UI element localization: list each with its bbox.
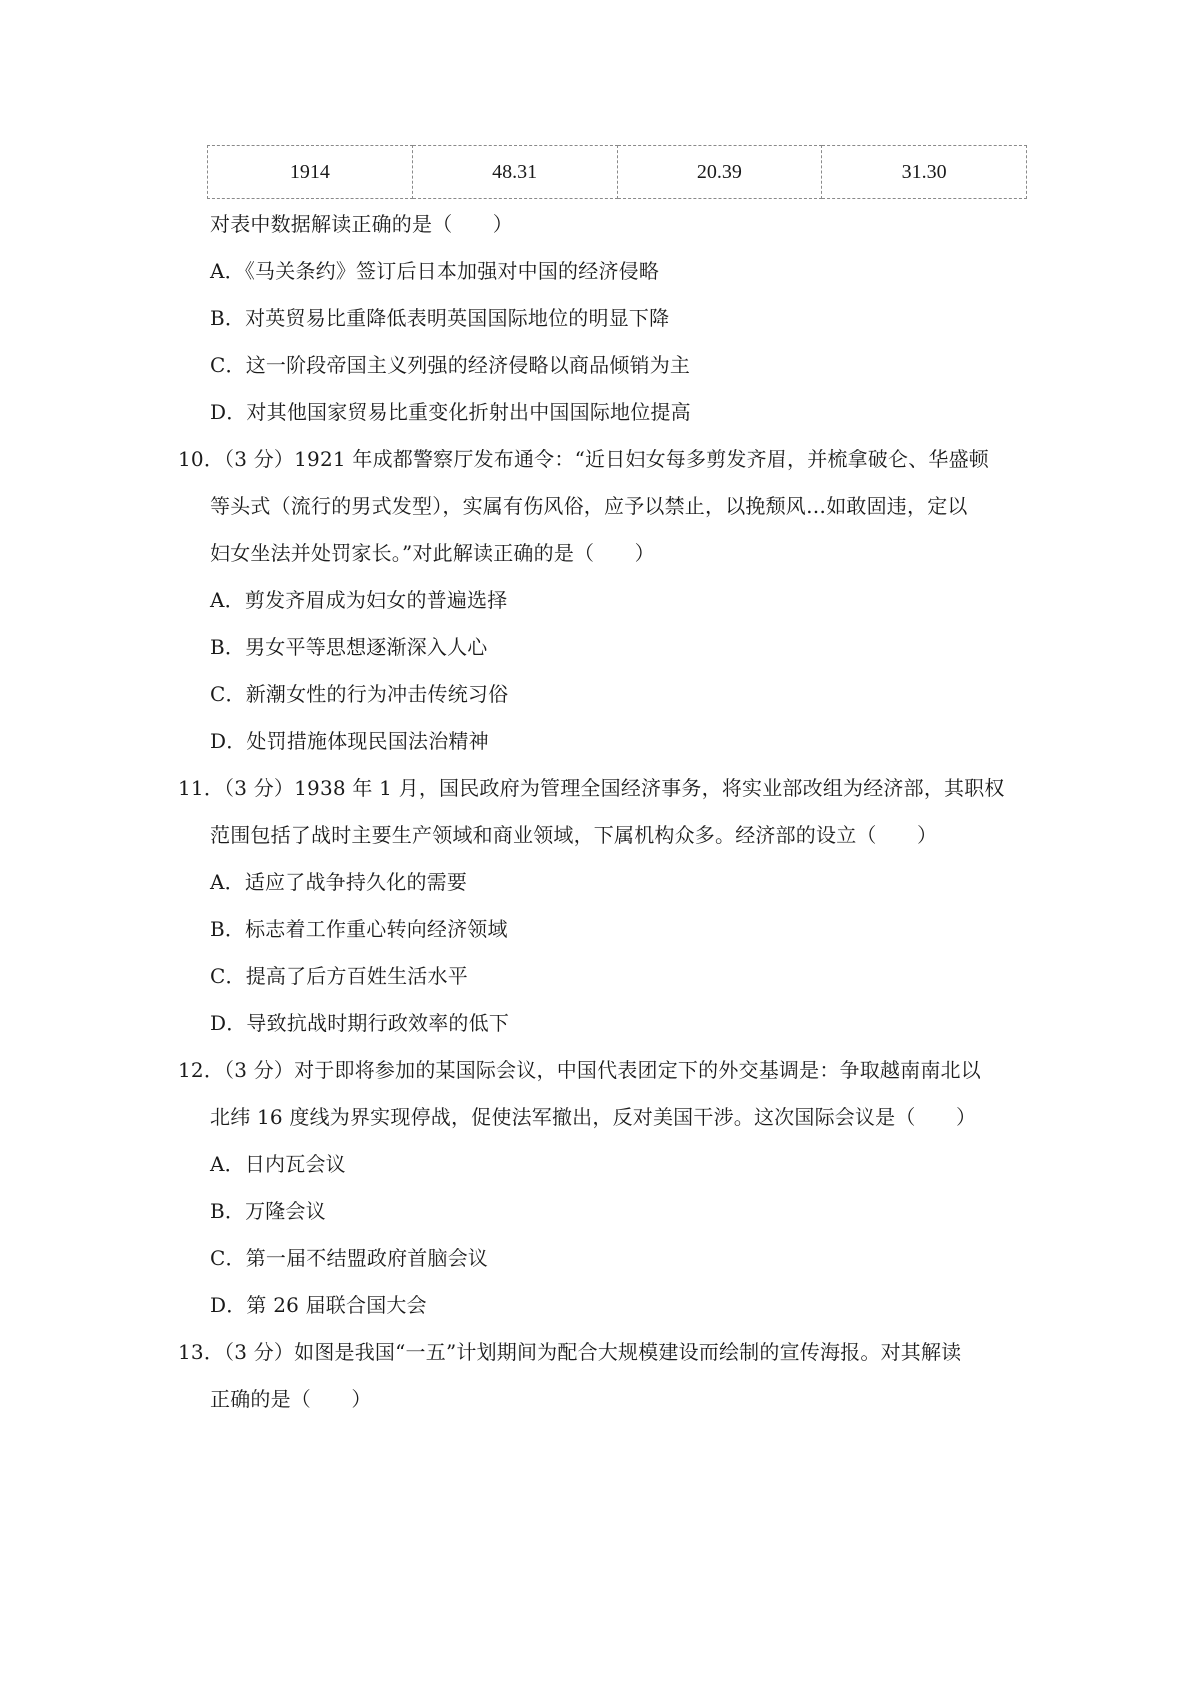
q10-option-c: C．新潮女性的行为冲击传统习俗 <box>210 682 509 706</box>
q10-option-d: D．处罚措施体现民国法治精神 <box>210 729 489 753</box>
q10-stem-line-3: 妇女坐法并处罚家长。”对此解读正确的是（ ） <box>210 541 655 565</box>
q11-stem-line-1: 11．（3 分）1938 年 1 月，国民政府为管理全国经济事务，将实业部改组为经济部，其职权 <box>178 776 1005 800</box>
q9-option-b: B．对英贸易比重降低表明英国国际地位的明显下降 <box>210 306 670 330</box>
q11-stem-line-2: 范围包括了战时主要生产领域和商业领域，下属机构众多。经济部的设立（ ） <box>210 823 938 847</box>
table-cell-year: 1914 <box>208 146 413 199</box>
q9-option-a: A．《马关条约》签订后日本加强对中国的经济侵略 <box>210 259 660 283</box>
q11-option-d: D．导致抗战时期行政效率的低下 <box>210 1011 510 1035</box>
q12-option-a: A．日内瓦会议 <box>210 1152 346 1176</box>
q10-stem-line-2: 等头式（流行的男式发型），实属有伤风俗，应予以禁止，以挽颓风…如敢固违，定以 <box>210 494 968 518</box>
q12-option-d: D．第 26 届联合国大会 <box>210 1293 427 1317</box>
q13-stem-line-2: 正确的是（ ） <box>210 1387 372 1411</box>
q12-stem-line-1: 12．（3 分）对于即将参加的某国际会议，中国代表团定下的外交基调是：争取越南南北以 <box>178 1058 981 1082</box>
q10-option-a: A．剪发齐眉成为妇女的普遍选择 <box>210 588 508 612</box>
trade-data-table <box>207 145 1027 199</box>
q9-option-d: D．对其他国家贸易比重变化折射出中国国际地位提高 <box>210 400 691 424</box>
table-cell-value-3: 31.30 <box>822 146 1027 199</box>
q13-stem-line-1: 13．（3 分）如图是我国“一五”计划期间为配合大规模建设而绘制的宣传海报。对其解读 <box>178 1340 962 1364</box>
table-row <box>208 146 1027 199</box>
q10-option-b: B．男女平等思想逐渐深入人心 <box>210 635 488 659</box>
q12-option-c: C．第一届不结盟政府首脑会议 <box>210 1246 489 1270</box>
q11-option-a: A．适应了战争持久化的需要 <box>210 870 468 894</box>
q12-option-b: B．万隆会议 <box>210 1199 326 1223</box>
table-cell-value-2: 20.39 <box>617 146 822 199</box>
q10-stem-line-1: 10．（3 分）1921 年成都警察厅发布通令：“近日妇女每多剪发齐眉，并梳拿破仑、华盛顿 <box>178 447 990 471</box>
q9-option-c: C．这一阶段帝国主义列强的经济侵略以商品倾销为主 <box>210 353 691 377</box>
q12-stem-line-2: 北纬 16 度线为界实现停战，促使法军撤出，反对美国干涉。这次国际会议是（ ） <box>210 1105 977 1129</box>
q11-option-b: B．标志着工作重心转向经济领域 <box>210 917 508 941</box>
q9-prompt: 对表中数据解读正确的是（ ） <box>210 212 513 236</box>
table-cell-value-1: 48.31 <box>412 146 617 199</box>
q11-option-c: C．提高了后方百姓生活水平 <box>210 964 468 988</box>
